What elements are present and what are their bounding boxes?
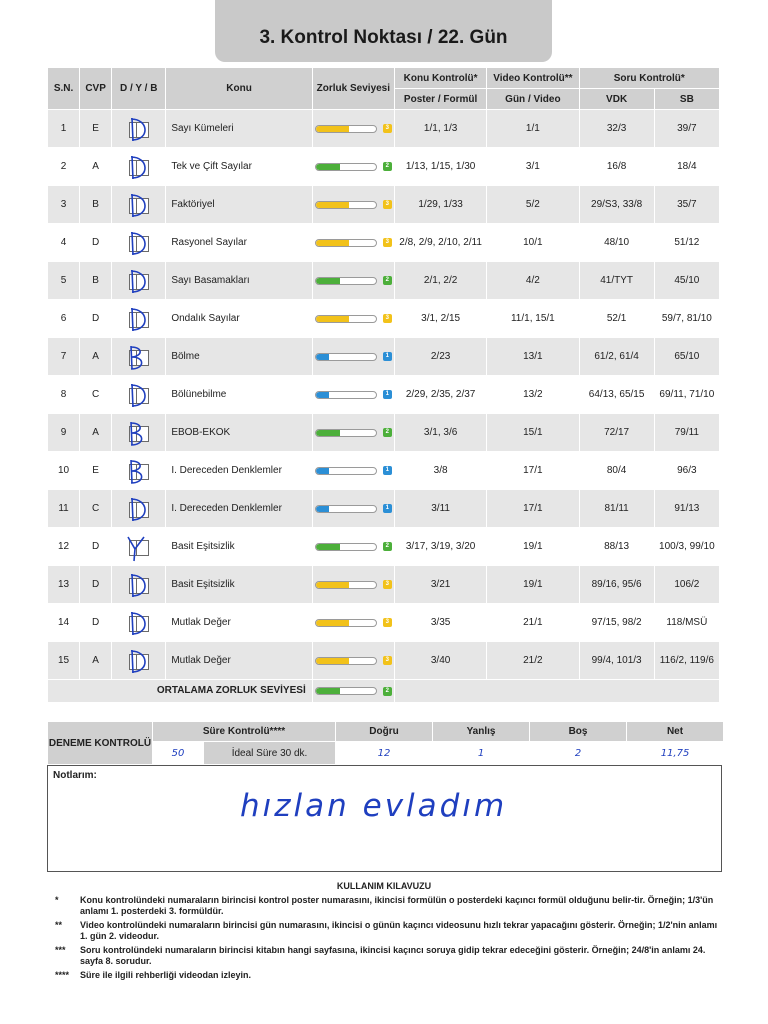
cell-sb: 45/10 [655,262,719,299]
header-konu-kontrol: Konu Kontrolü* [395,68,486,88]
cell-poster: 2/8, 2/9, 2/10, 2/11 [395,224,486,261]
cell-konu: Bölme [166,338,311,375]
difficulty-bar [315,315,377,323]
cell-cvp: E [80,452,111,489]
cell-poster: 2/29, 2/35, 2/37 [395,376,486,413]
cell-konu: I. Dereceden Denklemler [166,490,311,527]
cell-poster: 3/40 [395,642,486,679]
difficulty-bar [315,467,377,475]
level-badge: 3 [383,238,392,247]
cell-zorluk [313,224,394,261]
cell-konu: Basit Eşitsizlik [166,566,311,603]
difficulty-bar [315,163,377,171]
header-net: Net [627,722,723,741]
handwritten-mark-d [119,646,159,676]
cell-video: 3/1 [487,148,578,185]
table-row [48,376,719,413]
handwritten-mark-d [119,570,159,600]
cell-zorluk [313,262,394,299]
table-row [48,262,719,299]
cell-sb: 51/12 [655,224,719,261]
cell-sn: 8 [48,376,79,413]
table-row [48,528,719,565]
cell-video: 13/1 [487,338,578,375]
cell-poster: 3/17, 3/19, 3/20 [395,528,486,565]
average-label: ORTALAMA ZORLUK SEVİYESİ [48,680,312,702]
cell-sb: 39/7 [655,110,719,147]
cell-poster: 1/1, 1/3 [395,110,486,147]
cell-vdk: 16/8 [580,148,654,185]
cell-konu: Mutlak Değer [166,642,311,679]
yanlis-value[interactable]: 1 [433,742,529,764]
table-row [48,490,719,527]
handwritten-mark-d [119,228,159,258]
handwritten-mark-d [119,608,159,638]
cell-dyb[interactable] [112,110,165,147]
cell-zorluk [313,338,394,375]
cell-konu: Faktöriyel [166,186,311,223]
notes-text: hızlan evladım [240,788,508,824]
level-badge: 1 [383,466,392,475]
handwritten-mark-b [119,418,159,448]
cell-poster: 2/1, 2/2 [395,262,486,299]
cell-sn: 4 [48,224,79,261]
level-badge: 1 [383,504,392,513]
cell-cvp: D [80,604,111,641]
average-zorluk [313,680,394,702]
cell-sb: 69/11, 71/10 [655,376,719,413]
cell-zorluk [313,110,394,147]
notes-label: Notlarım: [53,770,97,781]
cell-konu: Rasyonel Sayılar [166,224,311,261]
header-sn: S.N. [48,68,79,109]
cell-video: 15/1 [487,414,578,451]
cell-cvp: D [80,300,111,337]
cell-sn: 5 [48,262,79,299]
level-badge: 3 [383,314,392,323]
header-dogru: Doğru [336,722,432,741]
cell-poster: 3/1, 3/6 [395,414,486,451]
cell-cvp: B [80,186,111,223]
cell-dyb[interactable] [112,452,165,489]
cell-vdk: 61/2, 61/4 [580,338,654,375]
cell-sn: 7 [48,338,79,375]
table-row [48,186,719,223]
handwritten-mark-y [119,532,159,562]
handwritten-mark-b [119,456,159,486]
difficulty-bar [315,277,377,285]
table-row [48,300,719,337]
handwritten-mark-d [119,304,159,334]
deneme-label: DENEME KONTROLÜ [48,722,152,764]
level-badge: 2 [383,162,392,171]
cell-sn: 3 [48,186,79,223]
cell-cvp: B [80,262,111,299]
cell-zorluk [313,528,394,565]
cell-poster: 3/11 [395,490,486,527]
cell-konu: I. Dereceden Denklemler [166,452,311,489]
cell-sn: 12 [48,528,79,565]
difficulty-bar [315,429,377,437]
kontrol-table [47,67,720,703]
cell-cvp: C [80,376,111,413]
notes-box[interactable] [47,765,722,872]
level-badge: 1 [383,390,392,399]
cell-sn: 15 [48,642,79,679]
deneme-table [47,721,724,765]
cell-poster: 3/21 [395,566,486,603]
level-badge: 2 [383,428,392,437]
cell-vdk: 48/10 [580,224,654,261]
cell-dyb[interactable] [112,338,165,375]
table-row [48,224,719,261]
header-sb: SB [655,89,719,109]
level-badge: 3 [383,200,392,209]
level-badge: 2 [383,276,392,285]
cell-zorluk [313,490,394,527]
cell-vdk: 97/15, 98/2 [580,604,654,641]
difficulty-bar [315,581,377,589]
header-cvp: CVP [80,68,111,109]
level-badge: 3 [383,618,392,627]
cell-vdk: 80/4 [580,452,654,489]
cell-zorluk [313,452,394,489]
average-row [48,680,719,702]
cell-sn: 6 [48,300,79,337]
cell-dyb[interactable] [112,566,165,603]
guide-item: * Konu kontrolündeki numaraların birincisi kontrol poster numarasını, ikincisi formülün o posterdeki kaçıncı formül olduğunu belir-tir. Örneğin; 1/3'ün anlamı 1. posterdeki 3. formüldür. [55,895,714,916]
table-row [48,452,719,489]
cell-cvp: C [80,490,111,527]
header-bos: Boş [530,722,626,741]
bos-value[interactable]: 2 [530,742,626,764]
guide-list [55,895,720,984]
cell-poster: 3/8 [395,452,486,489]
header-poster-formul: Poster / Formül [395,89,486,109]
cell-sb: 91/13 [655,490,719,527]
cell-poster: 3/1, 2/15 [395,300,486,337]
difficulty-bar [315,543,377,551]
table-row [48,148,719,185]
cell-sb: 59/7, 81/10 [655,300,719,337]
cell-poster: 2/23 [395,338,486,375]
cell-vdk: 81/11 [580,490,654,527]
cell-vdk: 99/4, 101/3 [580,642,654,679]
cell-vdk: 29/S3, 33/8 [580,186,654,223]
cell-konu: Tek ve Çift Sayılar [166,148,311,185]
header-gun-video: Gün / Video [487,89,578,109]
cell-vdk: 72/17 [580,414,654,451]
cell-poster: 3/35 [395,604,486,641]
difficulty-bar [315,657,377,665]
guide-item: **** Süre ile ilgili rehberliği videodan izleyin. [55,970,252,980]
difficulty-bar [315,201,377,209]
cell-sn: 14 [48,604,79,641]
cell-vdk: 89/16, 95/6 [580,566,654,603]
cell-dyb[interactable] [112,186,165,223]
cell-sb: 118/MSÜ [655,604,719,641]
cell-dyb[interactable] [112,300,165,337]
header-yanlis: Yanlış [433,722,529,741]
cell-dyb[interactable] [112,376,165,413]
table-row [48,566,719,603]
cell-zorluk [313,186,394,223]
difficulty-bar [315,505,377,513]
header-konu: Konu [166,68,311,109]
table-row [48,604,719,641]
cell-dyb[interactable] [112,604,165,641]
handwritten-mark-d [119,380,159,410]
level-badge: 2 [383,542,392,551]
cell-vdk: 88/13 [580,528,654,565]
difficulty-bar [315,125,377,133]
cell-zorluk [313,414,394,451]
cell-konu: Sayı Kümeleri [166,110,311,147]
cell-cvp: A [80,148,111,185]
header-zorluk: Zorluk Seviyesi [313,68,394,109]
cell-vdk: 41/TYT [580,262,654,299]
level-badge: 3 [383,656,392,665]
cell-vdk: 52/1 [580,300,654,337]
level-badge: 3 [383,580,392,589]
cell-dyb[interactable] [112,224,165,261]
handwritten-mark-d [119,266,159,296]
level-badge: 1 [383,352,392,361]
guide-item: *** Soru kontrolündeki numaraların birincisi kitabın hangi sayfasına, ikincisi kaçıncı soruya gidip tekrar edeceğini gösterir. Örneğin; 24/8'in anlamı 24. sayfa 8. sorudur. [55,945,706,966]
cell-zorluk [313,642,394,679]
cell-cvp: A [80,642,111,679]
cell-cvp: D [80,224,111,261]
cell-konu: Bölünebilme [166,376,311,413]
page-title: 3. Kontrol Noktası / 22. Gün [215,0,552,62]
cell-cvp: E [80,110,111,147]
cell-sb: 35/7 [655,186,719,223]
cell-cvp: A [80,338,111,375]
cell-dyb[interactable] [112,414,165,451]
cell-video: 4/2 [487,262,578,299]
table-row [48,110,719,147]
cell-vdk: 32/3 [580,110,654,147]
cell-sb: 65/10 [655,338,719,375]
cell-sn: 10 [48,452,79,489]
handwritten-mark-b [119,342,159,372]
handwritten-mark-d [119,190,159,220]
cell-dyb[interactable] [112,148,165,185]
cell-dyb[interactable] [112,490,165,527]
cell-dyb[interactable] [112,528,165,565]
cell-sb: 100/3, 99/10 [655,528,719,565]
header-video-kontrol: Video Kontrolü** [487,68,578,88]
cell-sn: 9 [48,414,79,451]
cell-video: 13/2 [487,376,578,413]
cell-sb: 106/2 [655,566,719,603]
cell-sn: 11 [48,490,79,527]
cell-video: 11/1, 15/1 [487,300,578,337]
cell-sb: 116/2, 119/6 [655,642,719,679]
cell-video: 10/1 [487,224,578,261]
header-soru-kontrol: Soru Kontrolü* [580,68,720,88]
handwritten-mark-d [119,114,159,144]
cell-zorluk [313,148,394,185]
cell-poster: 1/29, 1/33 [395,186,486,223]
cell-dyb[interactable] [112,262,165,299]
cell-zorluk [313,376,394,413]
cell-zorluk [313,566,394,603]
cell-cvp: A [80,414,111,451]
cell-video: 5/2 [487,186,578,223]
average-level-badge: 2 [383,687,392,696]
handwritten-mark-d [119,152,159,182]
cell-sn: 2 [48,148,79,185]
header-sure: Süre Kontrolü**** [153,722,335,741]
cell-video: 19/1 [487,566,578,603]
cell-video: 21/2 [487,642,578,679]
header-dyb: D / Y / B [112,68,165,109]
level-badge: 3 [383,124,392,133]
cell-video: 21/1 [487,604,578,641]
difficulty-bar [315,239,377,247]
cell-konu: Ondalık Sayılar [166,300,311,337]
header-vdk: VDK [580,89,654,109]
difficulty-bar [315,619,377,627]
cell-dyb[interactable] [112,642,165,679]
difficulty-bar [315,353,377,361]
handwritten-mark-d [119,494,159,524]
table-row [48,338,719,375]
cell-video: 1/1 [487,110,578,147]
cell-sb: 79/11 [655,414,719,451]
cell-sb: 18/4 [655,148,719,185]
cell-video: 19/1 [487,528,578,565]
cell-cvp: D [80,528,111,565]
guide-title: KULLANIM KILAVUZU [336,881,432,891]
cell-zorluk [313,604,394,641]
table-row [48,642,719,679]
sure-value[interactable]: 50 [153,742,203,764]
table-row [48,414,719,451]
cell-sn: 13 [48,566,79,603]
cell-konu: Basit Eşitsizlik [166,528,311,565]
dogru-value[interactable]: 12 [336,742,432,764]
cell-konu: Sayı Basamakları [166,262,311,299]
net-value[interactable]: 11,75 [627,742,723,764]
cell-vdk: 64/13, 65/15 [580,376,654,413]
cell-video: 17/1 [487,490,578,527]
cell-cvp: D [80,566,111,603]
cell-sn: 1 [48,110,79,147]
ideal-sure: İdeal Süre 30 dk. [204,742,335,764]
difficulty-bar [315,391,377,399]
average-difficulty-bar [315,687,377,695]
cell-sb: 96/3 [655,452,719,489]
cell-poster: 1/13, 1/15, 1/30 [395,148,486,185]
cell-konu: Mutlak Değer [166,604,311,641]
cell-video: 17/1 [487,452,578,489]
guide-item: ** Video kontrolündeki numaraların birincisi gün numarasını, ikincisi o günün kaçıncı videosunu hızlı tekrar yapacağını gösterir. Örneğin; 1/2'nin anlamı 1. gün 2. videodur. [55,920,718,941]
cell-konu: EBOB-EKOK [166,414,311,451]
cell-zorluk [313,300,394,337]
